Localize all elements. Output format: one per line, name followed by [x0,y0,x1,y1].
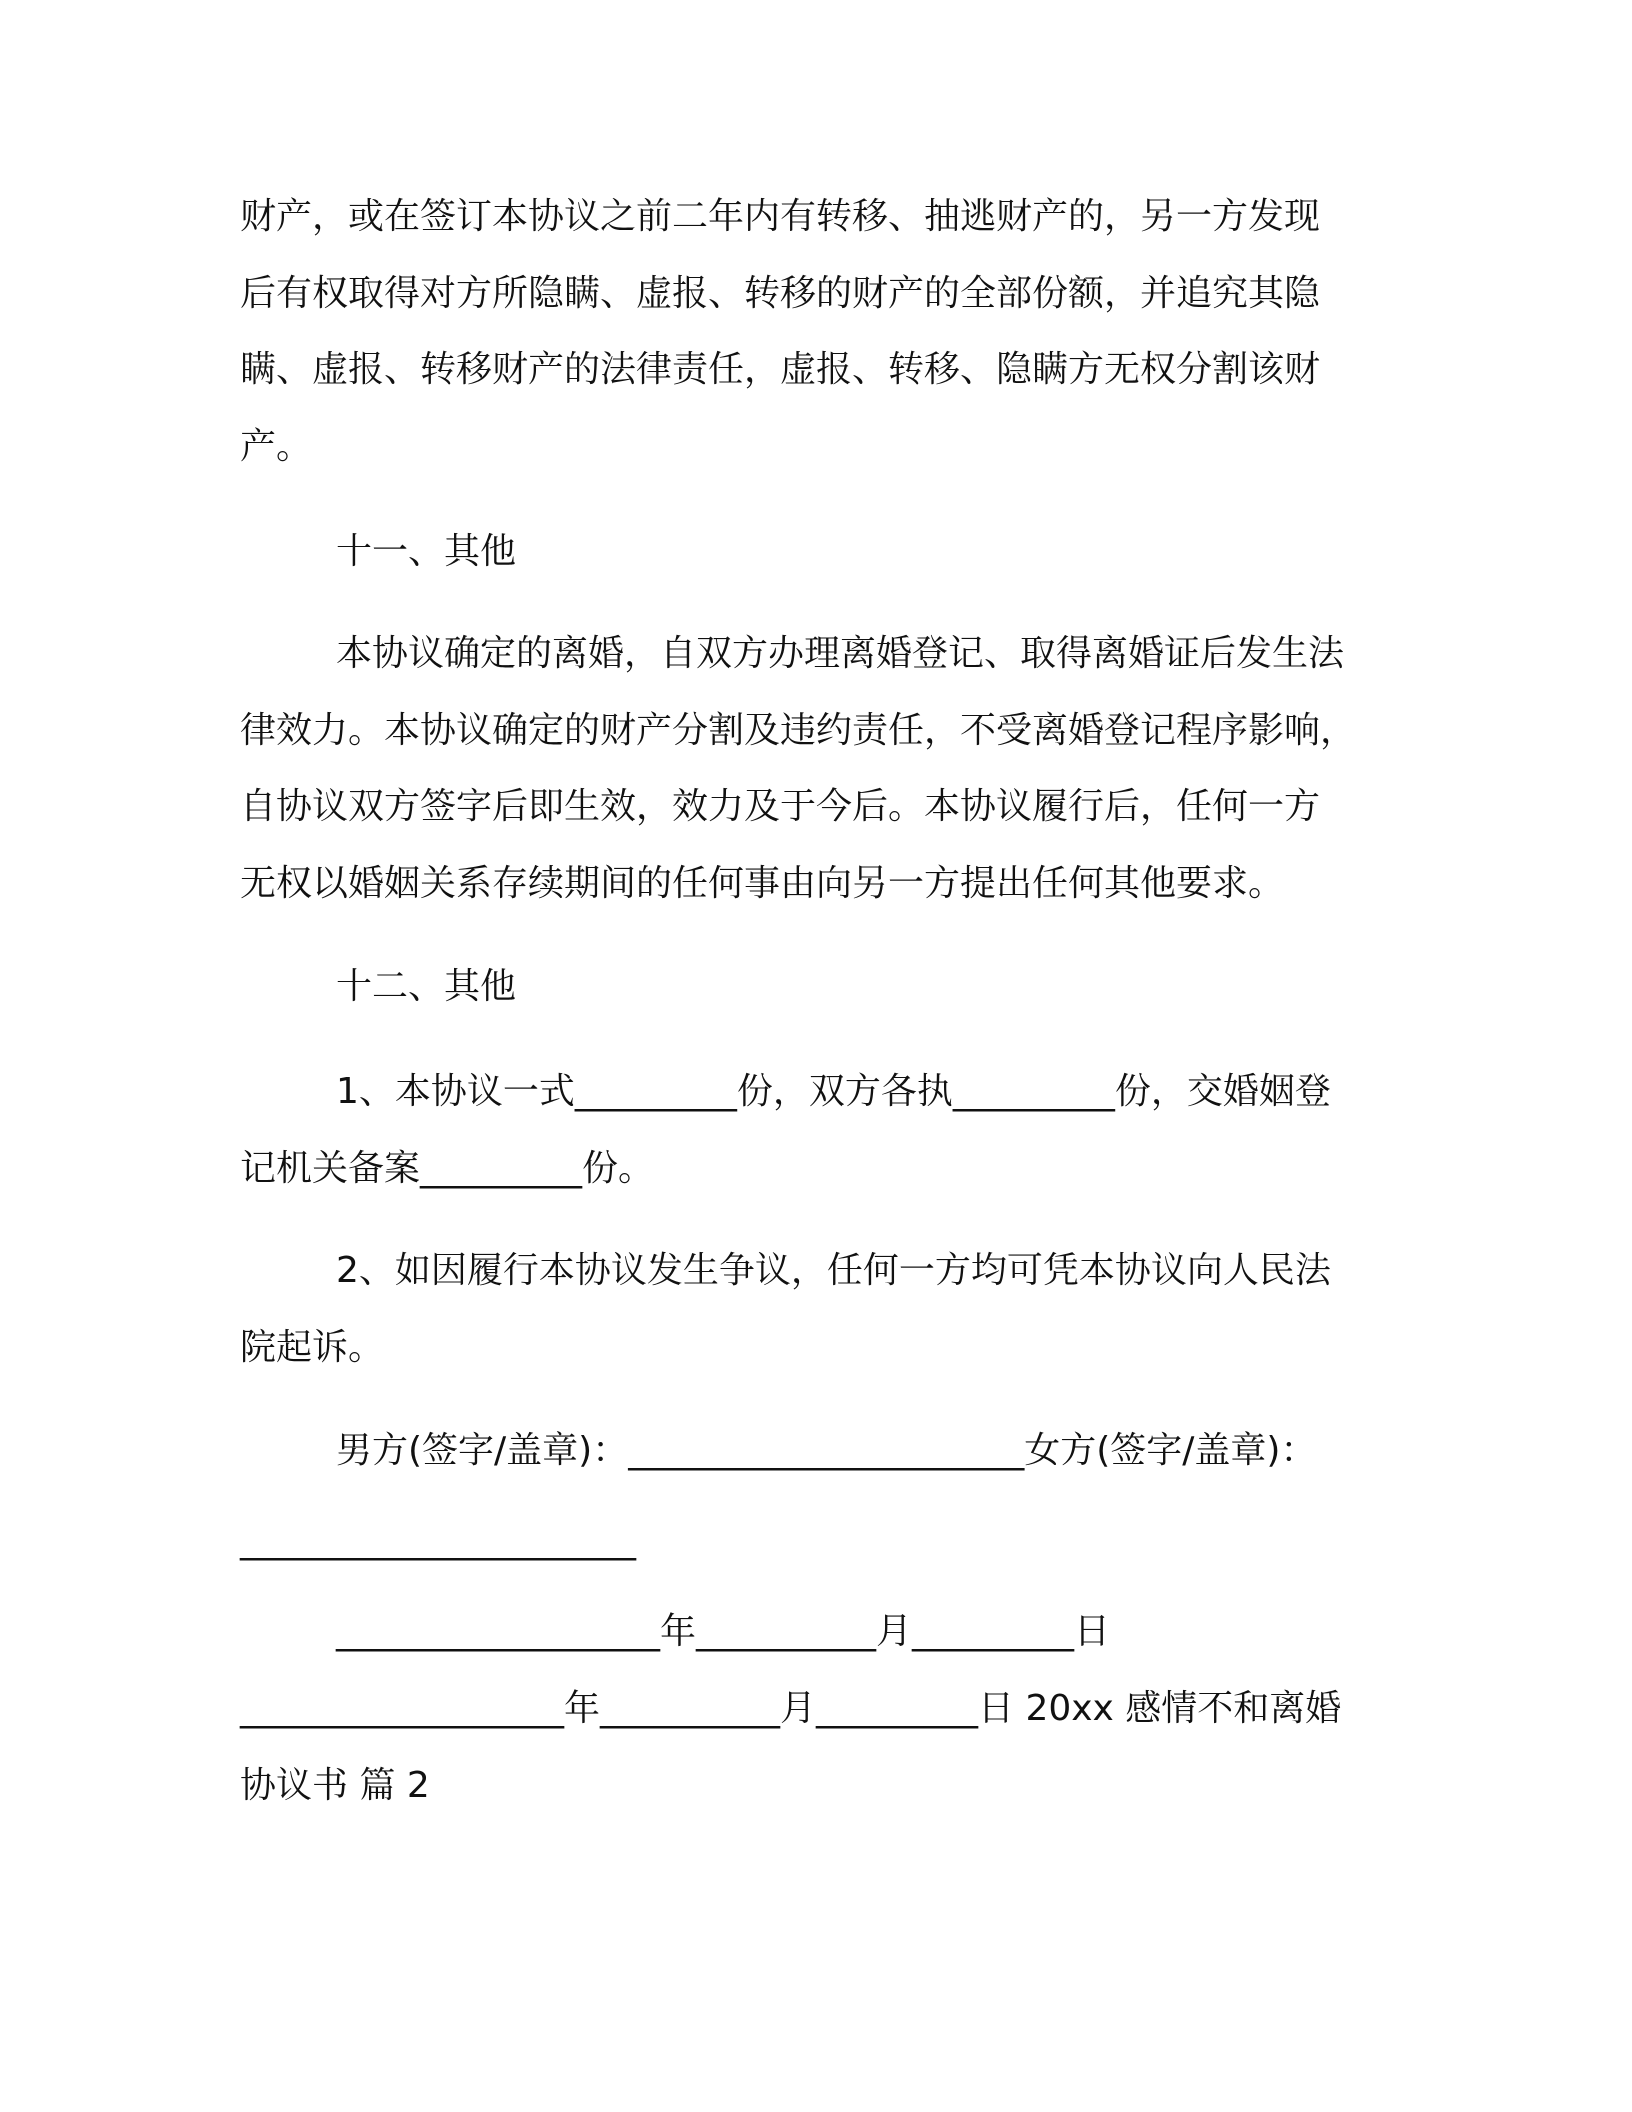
signature-line: 男方(签字/盖章)：______________________女方(签字/盖章)： [336,1430,1317,1471]
section-heading: 十二、其他 [336,966,517,1007]
text-line: 自协议双方签字后即生效，效力及于今后。本协议履行后，任何一方 [240,786,1321,827]
text-line: 协议书 篇 2 [240,1765,430,1806]
text-line: 2、如因履行本协议发生争议，任何一方均可凭本协议向人民法 [336,1250,1331,1291]
text-line: 院起诉。 [240,1327,385,1368]
text-line: 记机关备案_________份。 [240,1148,655,1189]
text-line: 瞒、虚报、转移财产的法律责任，虚报、转移、隐瞒方无权分割该财 [240,349,1321,390]
text-line: 无权以婚姻关系存续期间的任何事由向另一方提出任何其他要求。 [240,863,1285,904]
text-line: 律效力。本协议确定的财产分割及违约责任，不受离婚登记程序影响， [240,710,1357,751]
text-line: 产。 [240,426,313,467]
text-line: 后有权取得对方所隐瞒、虚报、转移的财产的全部份额，并追究其隐 [240,273,1321,314]
text-line: 本协议确定的离婚，自双方办理离婚登记、取得离婚证后发生法 [336,633,1345,674]
signature-line: ______________________ [240,1520,636,1561]
section-heading: 十一、其他 [336,531,517,572]
date-line: __________________年__________月_________日 [336,1611,1110,1652]
date-line: __________________年__________月_________日 20xx 感情不和离婚 [240,1688,1342,1729]
text-line: 财产，或在签订本协议之前二年内有转移、抽逃财产的，另一方发现 [240,196,1321,237]
text-line: 1、本协议一式_________份，双方各执_________份，交婚姻登 [336,1071,1331,1112]
